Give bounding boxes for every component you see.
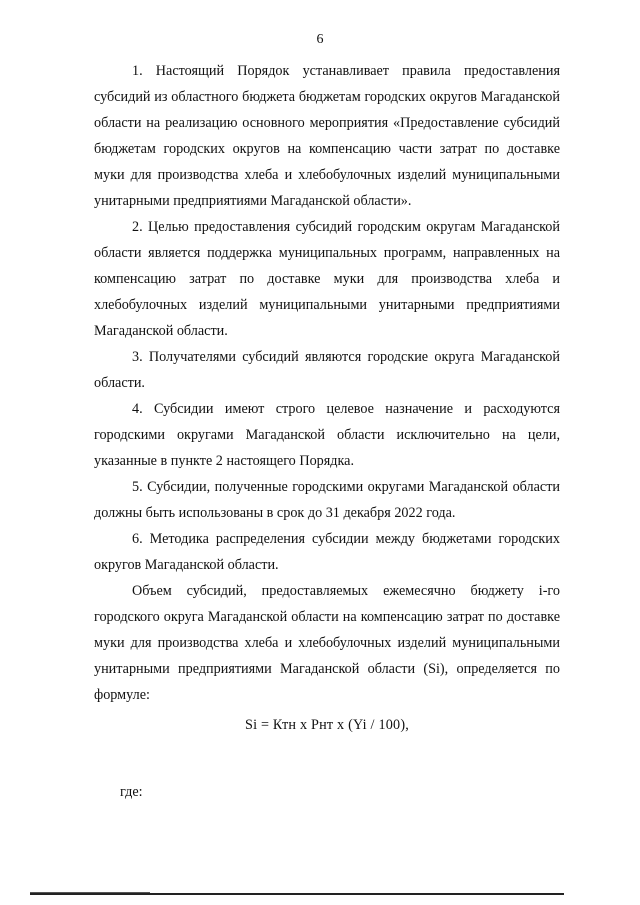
page-number: 6 xyxy=(316,32,324,47)
paragraph-3: 3. Получателями субсидий являются городские округа Магаданской области. xyxy=(94,349,560,391)
footer-divider xyxy=(30,893,564,895)
paragraph-1: 1. Настоящий Порядок устанавливает правила предоставления субсидий из областного бюджета бюджетам городских округов Магаданской области на реализацию основного мероприятия «Предоставление субсидий бюджетам городских округов на компенсацию части затрат по доставке муки для производства хлеба и хлебобулочных изделий муниципальными унитарными предприятиями Магаданской области». xyxy=(94,63,560,209)
paragraph-7: Объем субсидий, предоставляемых ежемесячно бюджету i-го городского округа Магаданской области на компенсацию затрат по доставке муки для производства хлеба и хлебобулочных изделий муниципальными унитарными предприятиями Магаданской области (Si), определяется по формуле: xyxy=(94,583,560,703)
paragraph-6: 6. Методика распределения субсидии между бюджетами городских округов Магаданской области. xyxy=(94,531,560,573)
paragraph-5: 5. Субсидии, полученные городскими округами Магаданской области должны быть использованы в срок до 31 декабря 2022 года. xyxy=(94,479,560,521)
where-label: где: xyxy=(120,784,143,800)
paragraph-2: 2. Целью предоставления субсидий городским округам Магаданской области является поддержка муниципальных программ, направленных на компенсацию затрат по доставке муки для производства хлеба и хлебобулочных изделий муниципальными унитарными предприятиями Магаданской области. xyxy=(94,219,560,339)
paragraph-4: 4. Субсидии имеют строго целевое назначение и расходуются городскими округами Магаданской области исключительно на цели, указанные в пункте 2 настоящего Порядка. xyxy=(94,401,560,469)
document-body xyxy=(94,58,560,738)
formula: Si = Ктн х Рнт х (Yi / 100), xyxy=(244,717,410,733)
